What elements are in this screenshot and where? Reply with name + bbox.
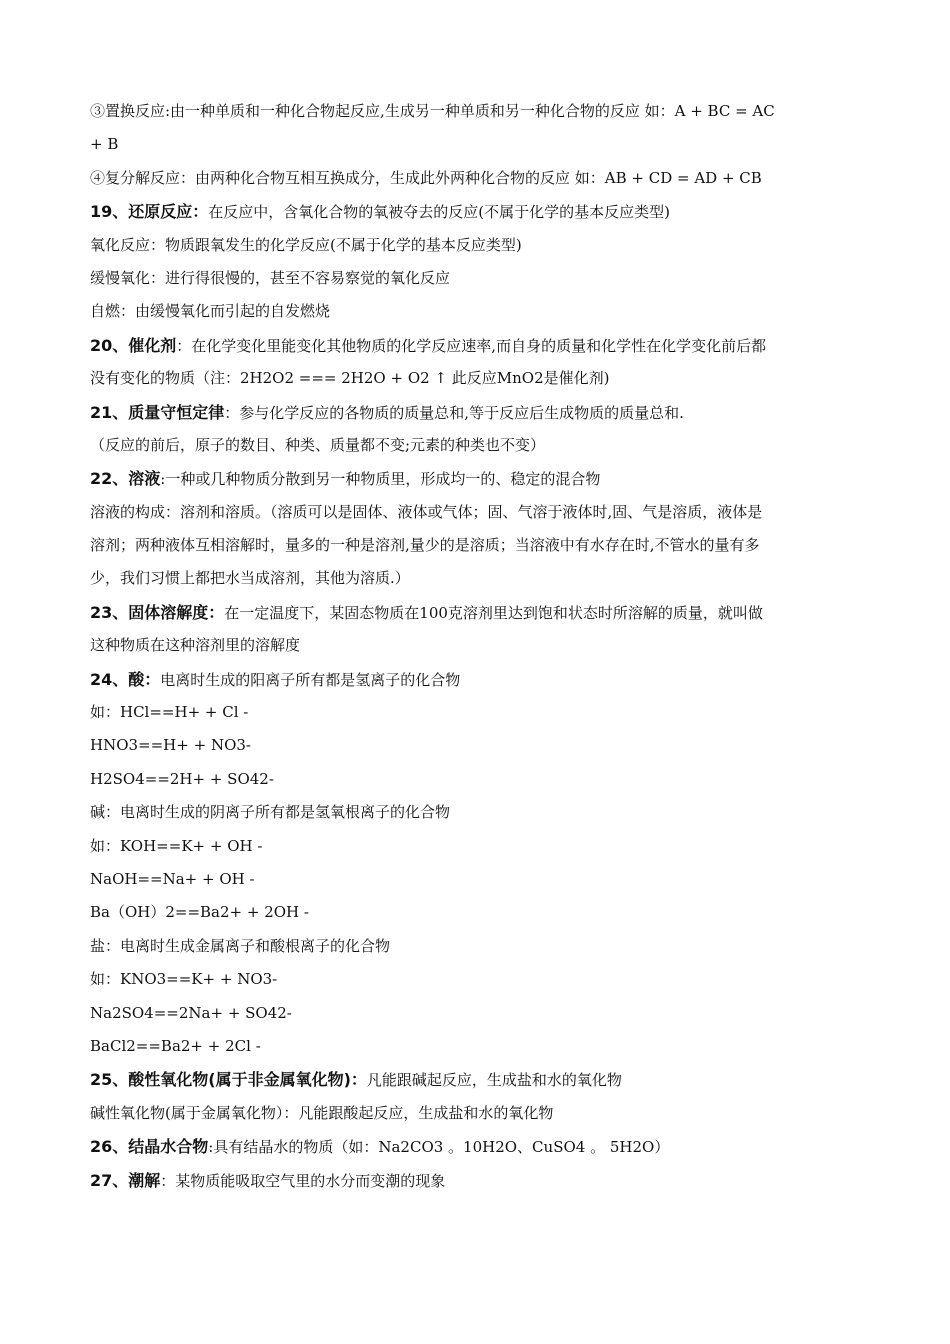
text-line xyxy=(90,629,860,662)
line-text: ：在化学变化里能变化其他物质的化学反应速率,而自身的质量和化学性在化学变化前后都 xyxy=(176,336,767,355)
text-line xyxy=(90,362,860,395)
item-number: 27、 xyxy=(90,1170,129,1190)
equation-line xyxy=(90,729,860,762)
equation-line xyxy=(90,997,860,1030)
term-heading: 酸性氧化物(属于非金属氧化物)： xyxy=(128,1070,367,1090)
line-text: 盐：电离时生成金属离子和酸根离子的化合物 xyxy=(90,936,391,955)
definition-22 xyxy=(90,462,860,495)
line-text: 在反应中，含氧化合物的氧被夺去的反应(不属于化学的基本反应类型) xyxy=(208,203,671,222)
line-text: 没有变化的物质（注：2H2O2 === 2H2O + O2 ↑ 此反应MnO2是催化剂) xyxy=(90,369,610,388)
line-text: H2SO4==2H+ + SO42- xyxy=(90,769,274,788)
line-text: Na2SO4==2Na+ + SO42- xyxy=(90,1003,292,1022)
definition-27 xyxy=(90,1164,860,1197)
line-text: 自燃：由缓慢氧化而引起的自发燃烧 xyxy=(90,302,331,321)
item-number: 25、 xyxy=(90,1070,129,1090)
line-text: 溶剂；两种液体互相溶解时，量多的一种是溶剂,量少的是溶质；当溶液中有水存在时,不管水的量有多 xyxy=(90,536,760,555)
term-heading: 溶液 xyxy=(128,469,161,489)
text-line xyxy=(90,95,860,128)
item-number: 21、 xyxy=(90,402,129,422)
item-number: 23、 xyxy=(90,602,129,622)
definition-25 xyxy=(90,1063,860,1096)
line-text: 凡能跟碱起反应，生成盐和水的氧化物 xyxy=(366,1071,622,1090)
line-text: 少，我们习惯上都把水当成溶剂，其他为溶质.） xyxy=(90,569,410,588)
line-text: HNO3==H+ + NO3- xyxy=(90,736,251,755)
definition-21 xyxy=(90,396,860,429)
line-text: （反应的前后，原子的数目、种类、质量都不变;元素的种类也不变） xyxy=(90,435,546,454)
definition-24 xyxy=(90,663,860,696)
line-text: ③置换反应:由一种单质和一种化合物起反应,生成另一种单质和另一种化合物的反应 如：A + BC = AC xyxy=(90,102,775,120)
text-line xyxy=(90,429,860,462)
document-page xyxy=(90,95,860,1197)
equation-line xyxy=(90,896,860,929)
term-heading: 酸： xyxy=(128,669,161,689)
equation-line xyxy=(90,763,860,796)
line-text: 如：KOH==K+ + OH - xyxy=(90,836,263,855)
line-text: ：参与化学反应的各物质的质量总和,等于反应后生成物质的质量总和. xyxy=(224,403,684,422)
line-text: 缓慢氧化：进行得很慢的，甚至不容易察觉的氧化反应 xyxy=(90,268,451,287)
line-text: + B xyxy=(90,135,119,154)
item-number: 22、 xyxy=(90,469,129,489)
line-text: :一种或几种物质分散到另一种物质里，形成均一的、稳定的混合物 xyxy=(160,470,601,489)
definition-23 xyxy=(90,596,860,629)
equation-line xyxy=(90,963,860,996)
item-number: 20、 xyxy=(90,335,129,355)
text-line xyxy=(90,1097,860,1130)
item-number: 24、 xyxy=(90,669,129,689)
line-text: 电离时生成的阳离子所有都是氢离子的化合物 xyxy=(160,670,461,689)
line-text: ④复分解反应：由两种化合物互相互换成分，生成此外两种化合物的反应 如：AB + CD = AD + CB xyxy=(90,168,762,187)
term-heading: 固体溶解度： xyxy=(128,602,225,622)
text-line xyxy=(90,796,860,829)
text-line xyxy=(90,562,860,595)
item-number: 19、 xyxy=(90,202,129,222)
equation-line xyxy=(90,830,860,863)
line-text: 碱：电离时生成的阴离子所有都是氢氧根离子的化合物 xyxy=(90,803,451,822)
text-line xyxy=(90,930,860,963)
equation-line xyxy=(90,863,860,896)
line-text: 氧化反应：物质跟氧发生的化学反应(不属于化学的基本反应类型) xyxy=(90,235,522,254)
item-number: 26、 xyxy=(90,1137,129,1157)
equation-line xyxy=(90,1030,860,1063)
line-text: :具有结晶水的物质（如：Na2CO3 。10H2O、CuSO4 。 5H2O） xyxy=(208,1138,670,1157)
line-text: ：某物质能吸取空气里的水分而变潮的现象 xyxy=(160,1171,446,1190)
text-line xyxy=(90,229,860,262)
definition-20 xyxy=(90,329,860,362)
text-line xyxy=(90,295,860,328)
line-text: NaOH==Na+ + OH - xyxy=(90,869,255,888)
line-text: 如：KNO3==K+ + NO3- xyxy=(90,970,278,989)
line-text: Ba（OH）2==Ba2+ + 2OH - xyxy=(90,903,309,922)
term-heading: 潮解 xyxy=(128,1170,161,1190)
term-heading: 催化剂 xyxy=(128,335,177,355)
line-text: BaCl2==Ba2+ + 2Cl - xyxy=(90,1036,261,1055)
term-heading: 质量守恒定律 xyxy=(128,402,225,422)
text-line xyxy=(90,128,860,161)
equation-line xyxy=(90,696,860,729)
line-text: 溶液的构成：溶剂和溶质。（溶质可以是固体、液体或气体；固、气溶于液体时,固、气是溶质，液体是 xyxy=(90,502,763,521)
term-heading: 还原反应： xyxy=(128,202,209,222)
line-text: 在一定温度下，某固态物质在100克溶剂里达到饱和状态时所溶解的质量，就叫做 xyxy=(224,603,763,622)
term-heading: 结晶水合物 xyxy=(128,1137,209,1157)
text-line xyxy=(90,529,860,562)
text-line xyxy=(90,496,860,529)
line-text: 这种物质在这种溶剂里的溶解度 xyxy=(90,636,301,655)
definition-26 xyxy=(90,1130,860,1163)
line-text: 如：HCl==H+ + Cl - xyxy=(90,703,249,722)
line-text: 碱性氧化物(属于金属氧化物）：凡能跟酸起反应，生成盐和水的氧化物 xyxy=(90,1103,554,1122)
text-line xyxy=(90,262,860,295)
text-line xyxy=(90,162,860,195)
definition-19 xyxy=(90,195,860,228)
